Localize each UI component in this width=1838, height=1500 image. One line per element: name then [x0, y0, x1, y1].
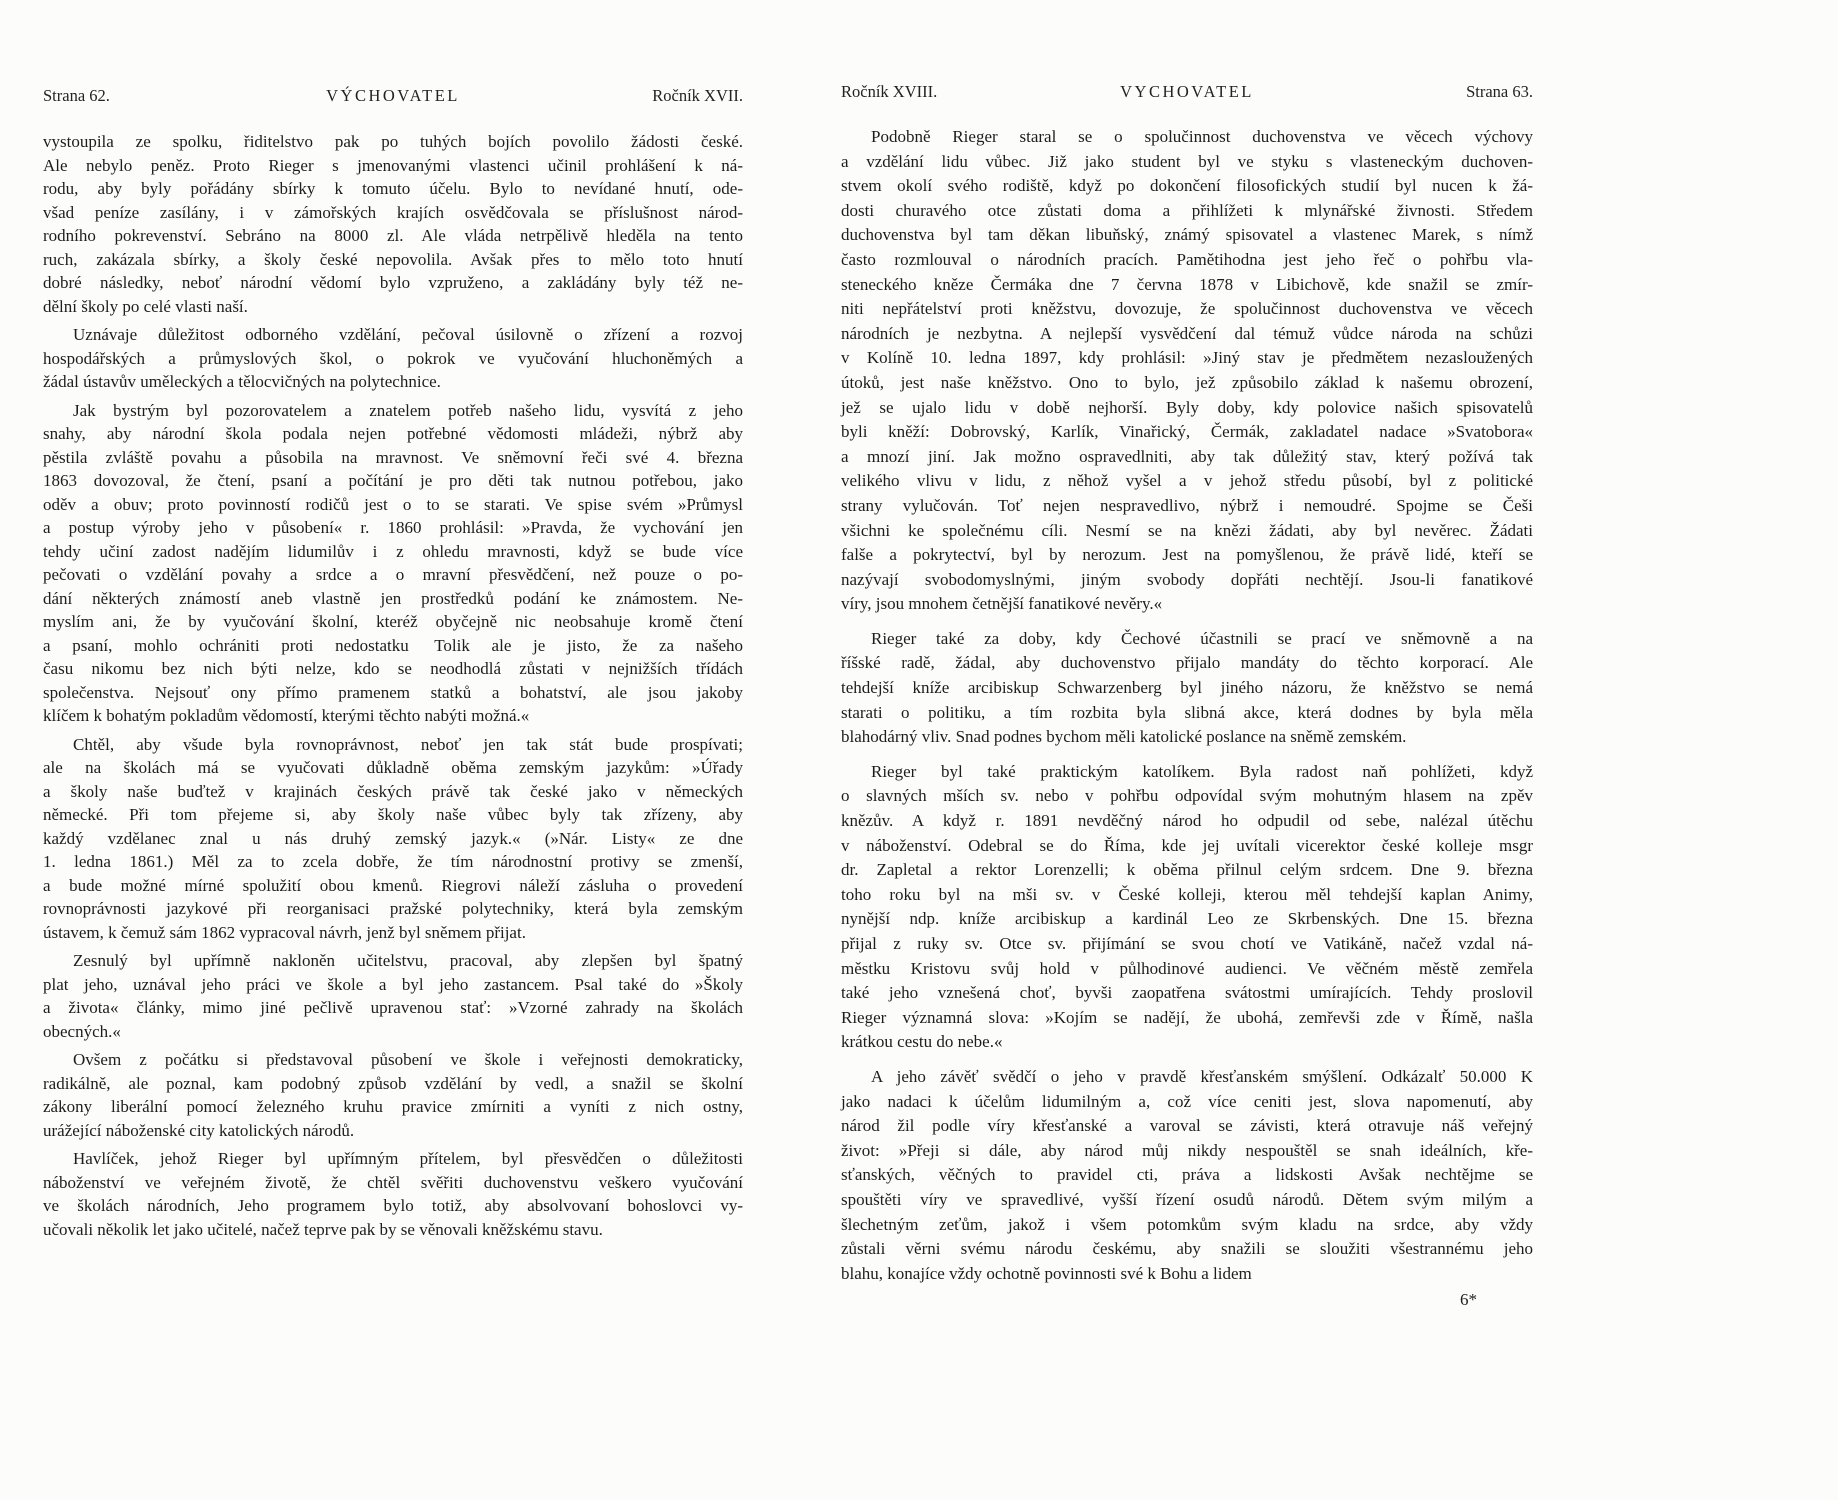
text-line: strany vylučován. Toť nejen nespravedlivo, nýbrž i nemoudré. Spojme se Češi: [841, 495, 1533, 515]
paragraph: [43, 1147, 743, 1241]
text-line: byli kněží: Dobrovský, Karlík, Vinařický, Čermák, zakladatel nadace »Svatobora«: [841, 422, 1533, 442]
text-line: krátkou cestu do nebe.«: [841, 1032, 1003, 1052]
journal-title-right: VYCHOVATEL: [1120, 82, 1254, 101]
text-line: ve školách národních, Jeho programem bylo totiž, aby absolvovaní bohoslovci vy-: [43, 1196, 743, 1215]
text-line: městku Kristovu svůj hold v půlhodinové audienci. Ve věčném městě zemřela: [841, 958, 1533, 978]
text-line: a postup výroby jeho v působení« r. 1860 prohlásil: »Pravda, že vychování jen: [43, 518, 743, 537]
text-line: a života« články, mimo jiné pečlivě upravenou stať: »Vzorné zahrady na školách: [43, 998, 743, 1017]
text-line: víry, jsou mnohem četnější fanatikové nevěry.«: [841, 594, 1163, 614]
text-line: nazývají svobodomyslnými, jiným svobody dopřáti nechtějí. Jsou-li fanatikové: [841, 569, 1533, 589]
text-line: rodního pokrevenství. Sebráno na 8000 zl. Ale vláda netrpělivě hleděla na tento: [43, 226, 743, 245]
text-line: dr. Zapletal a rektor Lorenzelli; k oběma přilnul celým srdcem. Dne 9. března: [841, 860, 1533, 880]
page-right: [841, 82, 1533, 1310]
volume-label-right: Ročník XVIII.: [841, 82, 938, 101]
text-line: a vzdělání lidu vůbec. Již jako student byl ve styku s vlasteneckým duchoven-: [841, 151, 1533, 171]
text-line: rovnoprávnosti jazykové při reorganisaci pražské polytechniky, která byla zemským: [43, 899, 743, 918]
text-line: všad peníze zasílány, i v zámořských krajích osvědčovala se příslušnost národ-: [43, 202, 743, 222]
paragraph: [43, 949, 743, 1043]
text-line: pěstila zvláště povahu a působila na mravnost. Ve sněmovní řeči své 4. března: [43, 447, 743, 467]
text-line: jako nadaci k účelům lidumilným a, což více ceniti jest, slova napomenutí, aby: [841, 1091, 1533, 1111]
text-line: Chtěl, aby všude byla rovnoprávnost, neboť jen tak stát bude prospívati;: [73, 734, 743, 754]
text-line: rodu, aby byly pořádány sbírky k tomuto účelu. Bylo to nevídané hnutí, ode-: [43, 179, 743, 198]
volume-label-left: Ročník XVII.: [652, 86, 743, 105]
text-line: času nikomu bez nich býti nelze, kdo se neodhodlá zůstati v nejnižších třídách: [43, 659, 743, 678]
text-line: náboženství ve veřejném životě, že chtěl svěřiti duchovenstvu veškero vyučování: [43, 1172, 743, 1192]
text-line: v náboženství. Odebral se do Říma, kde jej uvítali vicerektor české kolleje msgr: [841, 835, 1533, 855]
text-line: společenstva. Nejsouť ony přímo pramenem statků a bohatství, ale jsou jakoby: [43, 682, 743, 702]
text-line: učovali několik let jako učitelé, načež teprve pak by se věnovali kněžskému stavu.: [43, 1219, 603, 1239]
text-line: také jeho vznešená choť, byvši zaopatřena svátostmi umírajících. Tehdy proslovil: [841, 983, 1533, 1003]
text-line: radikálně, ale poznal, kam podobný způsob vzdělání by vedl, a snažil se školní: [43, 1073, 743, 1093]
text-line: všichni ke společnému cíli. Nesmí se na knězi žádati, aby byl nevěrec. Žádati: [841, 520, 1533, 540]
text-line: 1. ledna 1861.) Měl za to zcela dobře, že tím národnostní protivy se zmenší,: [43, 852, 743, 871]
text-line: Rieger významná slova: »Kojím se nadějí, že ubohá, zemřevši zde v Římě, našla: [841, 1007, 1533, 1027]
paragraph: [43, 1048, 743, 1142]
text-line: Jak bystrým byl pozorovatelem a znatelem potřeb našeho lidu, vysvítá z jeho: [73, 400, 743, 420]
text-line: A jeho závěť svědčí o jeho v pravdě křesťanském smýšlení. Odkázalť 50.000 K: [871, 1066, 1533, 1086]
text-line: tehdejší kníže arcibiskup Schwarzenberg byl jiného názoru, že kněžstvo se nemá: [841, 678, 1533, 698]
text-line: niti nepřátelství proti kněžstvu, dovozuje, že spolučinnost duchovenstva ve věcech: [841, 299, 1533, 319]
paragraph: [43, 130, 743, 318]
text-line: nynější ndp. kníže arcibiskup a kardinál Leo ze Skrbenských. Dne 15. března: [841, 909, 1533, 929]
text-line: spouštěti víry ve spravedlivé, vyšší řízení osudů národů. Dětem svým milým a: [841, 1189, 1533, 1209]
text-line: dosti churavého otce zůstati doma a přihlížeti k mlynářské živnosti. Středem: [841, 200, 1533, 220]
text-line: 1863 dovozoval, že čtení, psaní a počítání je pro děti tak nutnou potřebou, jako: [43, 471, 743, 490]
text-line: a školy naše buďtež v krajinách českých právě tak české jako v německých: [43, 781, 743, 801]
page-number-left: Strana 62.: [43, 86, 110, 105]
text-line: ústavem, k čemuž sám 1862 vypracoval návrh, jenž byl sněmem přijat.: [43, 922, 526, 942]
text-line: v Kolíně 10. ledna 1897, kdy prohlásil: »Jiný stav je předmětem nezasloužených: [841, 348, 1533, 368]
text-line: jež se ujalo lidu v době nejhorší. Byly doby, kdy polovice našich spisovatelů: [841, 397, 1533, 417]
text-line: žádal ústavův uměleckých a tělocvičných na polytechnice.: [43, 372, 441, 391]
text-line: a mnozí jiní. Jak možno ospravedlniti, aby tak důležitý stav, který požívá tak: [841, 446, 1533, 466]
text-line: zůstali věrni svému národu českému, aby snažili se sloužiti všestrannému jeho: [841, 1239, 1533, 1259]
text-line: knězův. A když r. 1891 nevděčný národ ho odpudil od sebe, nalézal útěchu: [841, 811, 1533, 831]
text-line: život: »Přeji si dále, aby národ můj nikdy nespouštěl se snah ideálních, kře-: [841, 1140, 1533, 1160]
paragraph: [841, 760, 1533, 1055]
text-line: Rieger také za doby, kdy Čechové účastnili se prací ve sněmovně a na: [871, 628, 1533, 648]
text-line: národních je nezbytna. A nejlepší vysvědčení dal témuž vůdce národa na schůzi: [841, 323, 1533, 343]
text-line: přijal z ruky sv. Otce sv. přijímání se svou chotí ve Vatikáně, načež vzdal ná-: [841, 934, 1533, 953]
text-line: vystoupila ze spolku, řiditelstvo pak po tuhých bojích povolilo žádosti české.: [43, 132, 743, 151]
paragraph: [841, 1065, 1533, 1286]
signature-mark: 6*: [1460, 1290, 1477, 1310]
text-line: často rozmlouval o národních pracích. Pamětihodna jest jeho řeč o pohřbu vla-: [841, 249, 1533, 269]
text-line: oděv a obuv; proto povinností rodičů jest o to se starati. Ve spise svém »Průmysl: [43, 494, 743, 514]
text-line: Ale nebylo peněz. Proto Rieger s jmenovanými vlastenci učinil prohlášení k ná-: [43, 155, 743, 175]
paragraph: [841, 125, 1533, 617]
text-line: tehdy učiní zadost nadějím lidumilův i z ohledu mravnosti, když se bude více: [43, 541, 743, 561]
text-line: Uznávaje důležitost odborného vzdělání, pečoval úsilovně o zřízení a rozvoj: [73, 325, 743, 344]
text-line: říšské radě, žádal, aby duchovenstvo přijalo mandáty do těchto korporací. Ale: [841, 653, 1533, 673]
text-line: národ žil podle víry křesťanské a varoval se závisti, která otravuje náš veřejný: [841, 1116, 1533, 1136]
text-line: ale na školách má se vyučovati důkladně oběma zemským jazykům: »Úřady: [43, 758, 743, 777]
page-body-right: [841, 125, 1533, 1286]
paragraph: [43, 733, 743, 945]
text-line: Podobně Rieger staral se o spolučinnost duchovenstva ve věcech výchovy: [871, 127, 1533, 146]
text-line: Havlíček, jehož Rieger byl upřímným přítelem, byl přesvědčen o důležitosti: [73, 1149, 743, 1168]
paragraph: [43, 399, 743, 728]
text-line: a bude možné mírné spolužití obou kmenů. Riegrovi náleží zásluha o provedení: [43, 875, 743, 895]
text-line: Zesnulý byl upřímně nakloněn učitelstvu, pracoval, aby zlepšen byl špatný: [73, 951, 743, 970]
text-line: toho roku byl na mši sv. v České kolleji, kterou měl tehdejší kaplan Animy,: [841, 884, 1533, 904]
page-header-left: [43, 86, 743, 106]
text-line: myslím ani, že by vyučování školní, kteréž obyčejně nic neobsahuje kromě čtení: [43, 612, 743, 631]
text-line: klíčem k bohatým pokladům vědomostí, kterými těchto nabýti možná.«: [43, 706, 530, 725]
paragraph: [43, 323, 743, 394]
page-number-right: Strana 63.: [1466, 82, 1533, 101]
text-line: sťanských, věčných to pravidel cti, práva a lidskosti Avšak nechtějme se: [841, 1165, 1533, 1185]
text-line: dání některých známostí aneb vlastně jen prostředků podání ke známostem. Ne-: [43, 588, 743, 608]
page-header-right: [841, 82, 1533, 102]
page-body-left: [43, 130, 743, 1241]
text-line: plat jeho, uznával jeho práci ve škole a byl jeho zastancem. Psal také do »Školy: [43, 974, 743, 994]
paragraph: [841, 627, 1533, 750]
journal-title-left: VÝCHOVATEL: [326, 86, 460, 105]
text-line: Rieger byl také praktickým katolíkem. Byla radost naň pohlížeti, když: [871, 761, 1533, 781]
text-line: duchovenstva byl tam děkan libuňský, známý spisovatel a vlastenec Marek, s nímž: [841, 225, 1533, 245]
text-line: o slavných mších sv. nebo v pohřbu odpovídal svým mohutným hlasem na zpěv: [841, 786, 1533, 806]
text-line: steneckého kněze Čermáka dne 7 června 1878 v Libichově, kde snažil se zmír-: [841, 274, 1533, 294]
text-line: starati o politiku, a tím rozbita byla slibná akce, která dodnes by byla měla: [841, 702, 1533, 722]
text-line: Ovšem z počátku si představoval působení ve škole i veřejnosti demokraticky,: [73, 1050, 743, 1069]
text-line: stvem okolí svého rodiště, když po dokončení filosofických studií byl nucen k žá-: [841, 176, 1533, 196]
text-line: hospodářských a průmyslových škol, o pokrok ve vyučování hluchoněmých a: [43, 348, 743, 368]
text-line: snahy, aby národní škola podala nejen potřebné vědomosti mládeži, nýbrž aby: [43, 424, 743, 443]
text-line: falše a pokrytectví, byl by nerozum. Jest na pomyšlenou, že právě lidé, kteří se: [841, 545, 1533, 565]
text-line: blahu, konajíce vždy ochotně povinnosti své k Bohu a lidem: [841, 1263, 1252, 1283]
text-line: a psaní, mohlo ochrániti proti nedostatku Tolik ale je jisto, že za našeho: [43, 635, 743, 655]
text-line: dělní školy po celé vlasti naší.: [43, 296, 248, 316]
text-line: šlechetným zeťům, jakož i všem potomkům svým kladu na srdce, aby vždy: [841, 1214, 1533, 1234]
text-line: zákony liberální pomocí železného kruhu pravice zmírniti a vyníti z nich ostny,: [43, 1097, 743, 1116]
text-line: ruch, zakázala sbírky, a školy české nepovolila. Avšak přes to mělo toto hnutí: [43, 249, 743, 269]
text-line: obecných.«: [43, 1021, 121, 1041]
text-line: každý vzdělanec znal u nás druhý zemský jazyk.« (»Nár. Listy« ze dne: [43, 828, 743, 848]
text-line: pečovati o vzdělání povahy a srdce a o mravní přesvědčení, než pouze o po-: [43, 565, 743, 584]
text-line: dobré následky, neboť národní vědomí bylo vzpruženo, a zakládány byly též ne-: [43, 273, 743, 292]
text-line: urážející náboženské city katolických národů.: [43, 1120, 355, 1140]
text-line: německé. Při tom přejeme si, aby školy naše vůbec byly tak zřízeny, aby: [43, 805, 743, 824]
page-left: [43, 86, 743, 1241]
text-line: velikého vlivu v lidu, z něhož vyšel a v jehož středu působí, byl z politické: [841, 471, 1533, 491]
text-line: blahodárný vliv. Snad podnes bychom měli katolické poslance na sněmě zemském.: [841, 727, 1407, 747]
text-line: útoků, jest naše kněžstvo. Ono to bylo, jež způsobilo základ k našemu obrození,: [841, 372, 1533, 392]
